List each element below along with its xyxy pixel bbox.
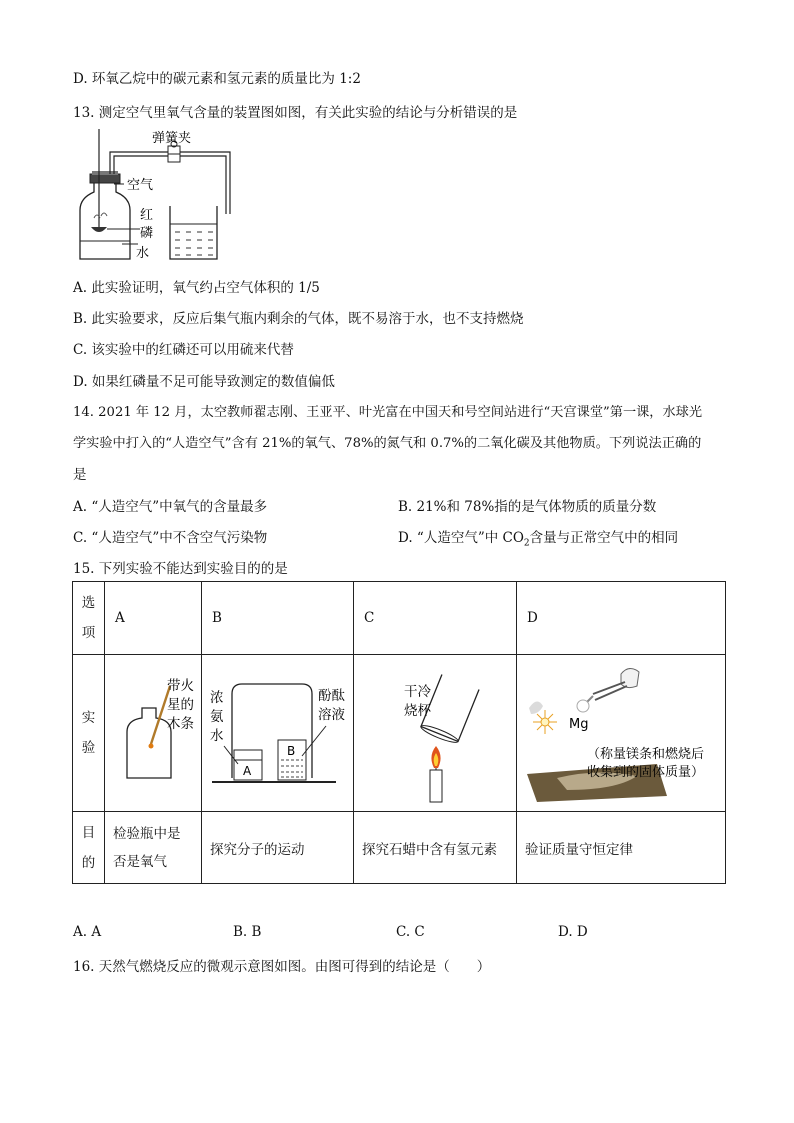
beaker-a-label: A [243,764,252,778]
q13-apparatus-figure [72,124,234,264]
purpose-a-2: 否是氧气 [113,853,167,870]
exp-d-cell [517,655,726,812]
col-c-header: C [354,582,517,655]
q14-stem-line-2: 学实验中打入的“人造空气”含有 21%的氧气、78%的氮气和 0.7%的二氧化碳及其他物质。下列说法正确的 [73,436,702,451]
exp-b-cell [202,655,354,812]
ammonia-label-1: 浓 [210,690,224,706]
phosphorus-label-2: 磷 [140,226,154,241]
q14-option-d-post: 含量与正常空气中的相同 [529,530,679,546]
q13-option-d: D. 如果红磷量不足可能导致测定的数值偏低 [73,374,335,390]
option-head-2: 项 [81,625,96,641]
q15-stem: 15. 下列实验不能达到实验目的的是 [73,561,288,577]
ammonia-diffusion-figure [202,656,353,806]
q14-option-d [398,526,678,549]
q15-answer-c: C. C [396,924,425,940]
col-b-header: B [202,582,354,655]
weighing-note-2: 收集到的固体质量） [587,765,705,780]
exp-a-cell [105,655,202,812]
header-option-cell [73,582,105,655]
cold-beaker-label-1: 干冷 [404,684,431,700]
q16-stem: 16. 天然气燃烧反应的微观示意图如图。由图可得到的结论是（ ） [73,959,491,975]
ammonia-label-3: 水 [210,728,224,744]
phenolphthalein-label-2: 溶液 [318,707,345,723]
phenolphthalein-label-1: 酚酞 [318,688,345,704]
q14-option-d-pre: D. “人造空气”中 CO [398,530,524,546]
candle-beaker-figure [354,656,506,806]
col-d-header: D [517,582,726,655]
purpose-c-cell: 探究石蜡中含有氢元素 [354,812,517,884]
splint-bottle-figure [105,656,201,806]
header-purpose-cell [73,812,105,884]
q14-option-a: A. “人造空气”中氧气的含量最多 [73,499,268,515]
beaker-b-label: B [287,744,296,758]
weighing-note-1: （称量镁条和燃烧后 [587,747,705,762]
q15-answer-a: A. A [73,924,102,940]
splint-label-3: 木条 [167,716,194,732]
purpose-head-2: 的 [81,854,96,871]
purpose-a-1: 检验瓶中是 [113,825,181,842]
clamp-label: 弹簧夹 [152,131,192,146]
q15-answer-d: D. D [558,924,588,940]
exp-head-2: 验 [81,740,96,756]
magnesium-burning-figure [517,656,715,806]
header-experiment-cell [73,655,105,812]
option-head-1: 选 [81,595,96,611]
q14-stem-line-1: 14. 2021 年 12 月，太空教师翟志刚、王亚平、叶光富在中国天和号空间站进行“天宫课堂”第一课，水球光 [73,405,703,420]
q13-option-a: A. 此实验证明，氧气约占空气体积的 1/5 [73,280,320,296]
phosphorus-label-1: 红 [140,208,154,223]
purpose-head-1: 目 [81,824,96,841]
splint-label-2: 星的 [167,697,194,713]
q14-stem-line-3: 是 [73,467,87,483]
purpose-b-cell: 探究分子的运动 [202,812,354,884]
q15-table [72,581,726,884]
col-a-header: A [105,582,202,655]
q12-option-d: D. 环氧乙烷中的碳元素和氢元素的质量比为 1:2 [73,71,361,87]
co2-subscript: 2 [523,538,530,549]
q14-option-c: C. “人造空气”中不含空气污染物 [73,530,268,546]
mg-label: Mg [569,717,589,732]
splint-label-1: 带火 [167,678,194,694]
q14-option-b: B. 21%和 78%指的是气体物质的质量分数 [398,499,657,515]
q13-stem: 13. 测定空气里氧气含量的装置图如图，有关此实验的结论与分析错误的是 [73,105,518,121]
ammonia-label-2: 氨 [210,709,224,725]
q13-option-c: C. 该实验中的红磷还可以用硫来代替 [73,342,294,358]
exp-c-cell [354,655,517,812]
cold-beaker-label-2: 烧杯 [404,703,431,719]
q13-option-b: B. 此实验要求，反应后集气瓶内剩余的气体，既不易溶于水，也不支持燃烧 [73,311,524,327]
purpose-d-cell: 验证质量守恒定律 [517,812,726,884]
purpose-a-cell [105,812,202,884]
q15-answer-b: B. B [233,924,262,940]
exp-head-1: 实 [81,710,96,726]
air-label: 空气 [127,178,154,193]
water-label: 水 [136,246,150,261]
